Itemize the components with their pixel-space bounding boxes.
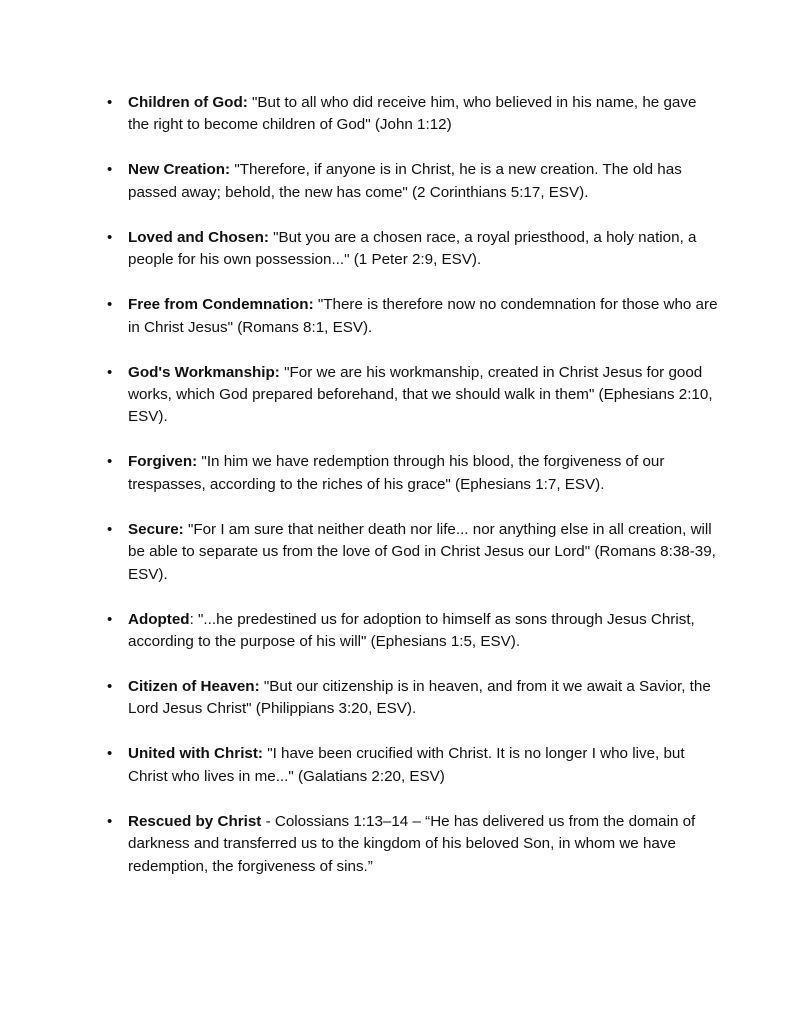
bullet: • [107,745,113,763]
bullet: • [107,228,113,246]
item-term: Loved and Chosen: [128,228,269,246]
item-text: "But you are a chosen race, a royal priesthood, a holy nation, a people for his own possession..." (1 Peter 2:9, ESV). [128,228,697,269]
item-term: United with Christ: [128,745,263,763]
list-item [107,519,718,586]
item-term: Secure: [128,520,184,538]
item-text: - Colossians 1:13–14 – “He has delivered us from the domain of darkness and transferred us to the kingdom of his beloved Son, in whom we have redemption, the forgiveness of sins.” [128,812,696,875]
list-item [107,609,718,654]
item-term: Adopted [128,610,190,628]
item-text: "There is therefore now no condemnation for those who are in Christ Jesus" (Romans 8:1, ESV). [128,296,718,336]
item-text: "For we are his workmanship, created in Christ Jesus for good works, which God prepared beforehand, that we should walk in them" (Ephesians 2:10, ESV). [128,363,713,426]
item-text: "For I am sure that neither death nor life... nor anything else in all creation, will be able to separate us from the love of God in Christ Jesus our Lord" (Romans 8:38-39, ESV). [128,520,716,583]
item-term: Citizen of Heaven: [128,678,260,696]
list-item [107,92,718,137]
item-text: : "...he predestined us for adoption to himself as sons through Jesus Christ, according to the purpose of his will" (Ephesians 1:5, ESV). [128,610,695,651]
list-item [107,743,718,788]
list-item [107,676,718,721]
bullet: • [107,678,113,696]
list-item [107,811,718,878]
item-term: Rescued by Christ [128,812,262,830]
bullet: • [107,610,113,628]
item-term: Forgiven: [128,453,198,471]
bullet: • [107,296,113,314]
list-item [107,294,718,339]
item-text: "But our citizenship is in heaven, and from it we await a Savior, the Lord Jesus Christ" (Philippians 3:20, ESV). [128,678,711,718]
item-text: "But to all who did receive him, who believed in his name, he gave the right to become children of God" (John 1:12) [128,94,697,134]
bullet: • [107,453,113,471]
item-text: "In him we have redemption through his blood, the forgiveness of our trespasses, according to the riches of his grace" (Ephesians 1:7, ESV). [128,453,665,493]
bullet: • [107,812,113,830]
bullet: • [107,94,113,111]
bullet: • [107,520,113,538]
identity-list [107,92,718,901]
item-text: "Therefore, if anyone is in Christ, he is a new creation. The old has passed away; behold, the new has come" (2 Corinthians 5:17, ESV). [128,161,682,201]
bullet: • [107,161,113,179]
list-item [107,362,718,429]
list-item [107,159,718,204]
list-item [107,227,718,272]
item-term: God's Workmanship: [128,363,280,381]
item-term: New Creation: [128,161,231,179]
bullet: • [107,363,113,381]
item-term: Free from Condemnation: [128,296,314,314]
list-item [107,451,718,496]
item-text: "I have been crucified with Christ. It is no longer I who live, but Christ who lives in me..." (Galatians 2:20, ESV) [128,745,685,785]
item-term: Children of God: [128,94,248,111]
